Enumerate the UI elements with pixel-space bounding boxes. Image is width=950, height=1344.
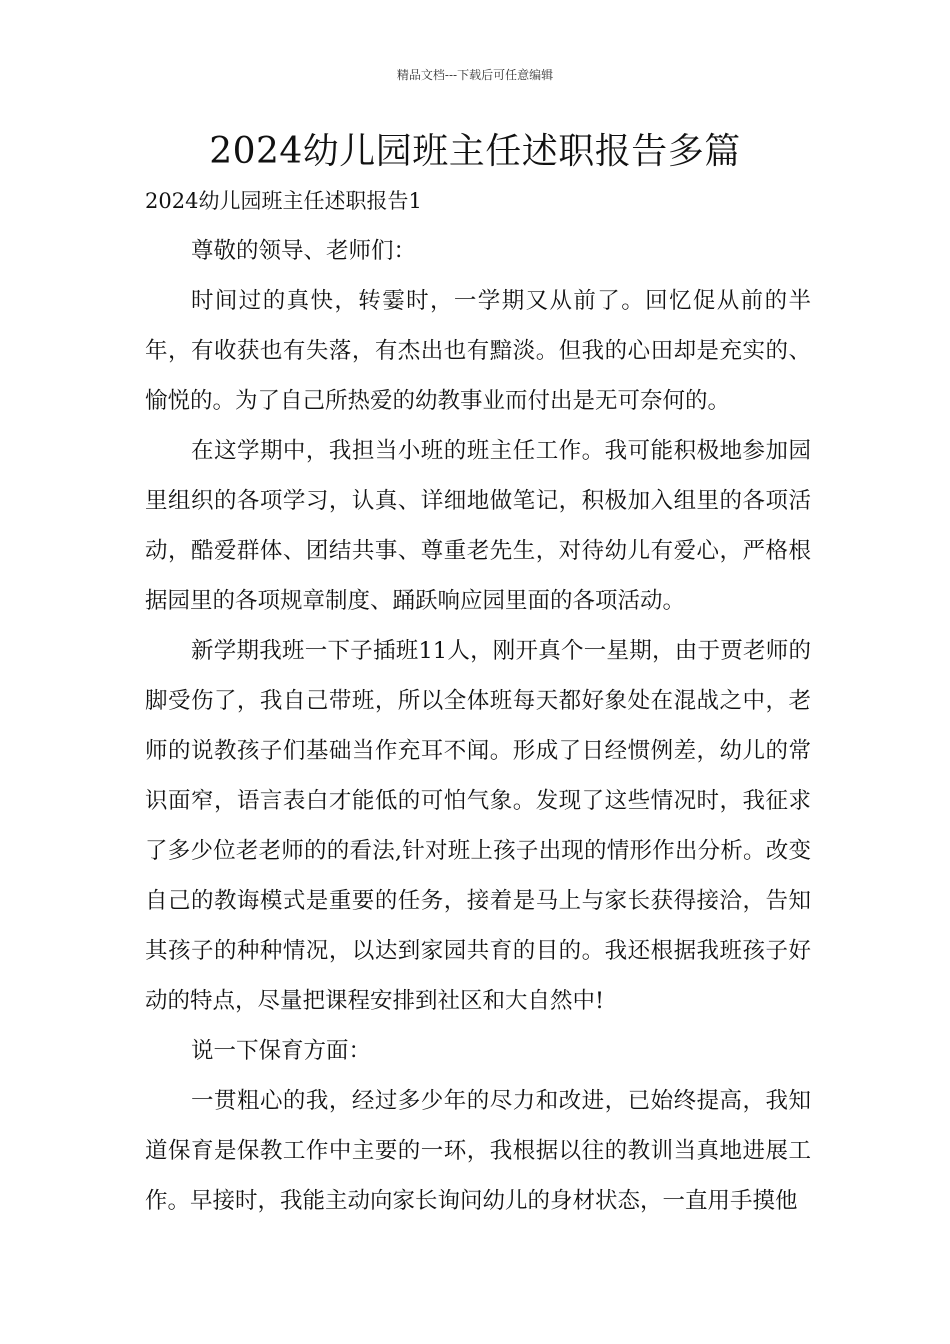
document-title: 2024幼儿园班主任述职报告多篇 <box>209 131 741 172</box>
body-text <box>145 226 811 1226</box>
paragraph: 在这学期中，我担当小班的班主任工作。我可能积极地参加园里组织的各项学习，认真、详细地做笔记，积极加入组里的各项活动，酷爱群体、团结共事、尊重老先生，对待幼儿有爱心，严格根据园里的各项规章制度、踊跃响应园里面的各项活动。 <box>145 438 811 614</box>
paragraph: 说一下保育方面： <box>191 1038 372 1064</box>
paragraph: 时间过的真快，转霎时，一学期又从前了。回忆促从前的半年，有收获也有失落，有杰出也有黯淡。但我的心田却是充实的、愉悦的。为了自己所热爱的幼教事业而付出是无可奈何的。 <box>145 288 811 414</box>
section-heading: 2024幼儿园班主任述职报告1 <box>145 189 422 213</box>
paragraph-salutation: 尊敬的领导、老师们： <box>191 238 417 264</box>
paragraph: 新学期我班一下子插班11人，刚开真个一星期，由于贾老师的脚受伤了，我自己带班，所以全体班每天都好象处在混战之中，老师的说教孩子们基础当作充耳不闻。形成了日经惯例差，幼儿的常识面窄，语言表白才能低的可怕气象。发现了这些情况时，我征求了多少位老老师的的看法,针对班上孩子出现的情形作出分析。改变自己的教诲模式是重要的任务，接着是马上与家长获得接洽，告知其孩子的种种情况，以达到家园共育的目的。我还根据我班孩子好动的特点，尽量把课程安排到社区和大自然中! <box>145 638 811 1014</box>
header-note: 精品文档---下载后可任意编辑 <box>396 68 554 82</box>
paragraph: 一贯粗心的我，经过多少年的尽力和改进，已始终提高，我知道保育是保教工作中主要的一环，我根据以往的教训当真地进展工作。早接时，我能主动向家长询问幼儿的身材状态，一直用手摸他 <box>145 1088 811 1214</box>
